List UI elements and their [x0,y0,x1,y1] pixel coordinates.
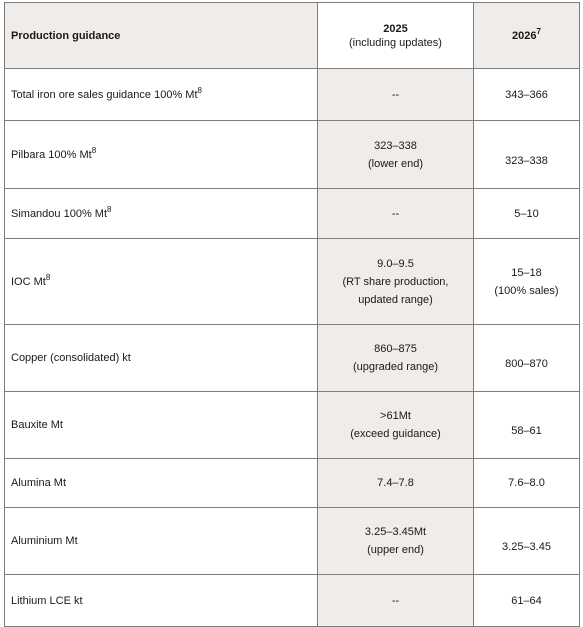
value-2026-line: 343–366 [505,88,548,101]
value-2025-line: 860–875 [374,343,417,355]
value-2026 [474,392,580,459]
row-label [5,69,318,121]
row-label [5,459,318,508]
value-2026-line: 7.6–8.0 [508,477,545,489]
production-guidance-table [4,2,580,627]
value-2026-line: 800–870 [505,358,548,370]
row-label [5,239,318,325]
value-2025-line: (RT share production, [342,275,449,288]
table-row [5,508,580,575]
row-label-text: Pilbara 100% Mt [11,148,92,161]
table-row [5,189,580,239]
value-2026-line: (100% sales) [494,284,559,297]
row-label-text: Simandou 100% Mt [11,207,107,220]
value-2025-line: (upper end) [367,544,424,556]
table-row [5,69,580,121]
row-label-text: IOC Mt [11,275,46,288]
value-2025-line: (upgraded range) [352,361,438,373]
value-2026-line: 5–10 [514,207,539,220]
value-2025 [318,325,474,392]
value-2025-line: (lower end) [367,157,424,170]
row-label [5,325,318,392]
row-label-text: Aluminium Mt [11,535,78,547]
row-label [5,121,318,189]
value-2026-line: 3.25–3.45 [502,541,551,553]
row-label-text: Alumina Mt [11,477,67,489]
value-2025 [318,459,474,508]
value-2026 [474,575,580,627]
value-2025-line: >61Mt [380,410,411,422]
header-2025 [318,3,474,69]
header-2026 [474,3,580,69]
header-2025-sub: (including updates) [349,36,442,49]
row-label-text: Lithium LCE kt [11,594,83,607]
header-2026-footnote: 7 [536,26,541,36]
table-row [5,575,580,627]
value-2026 [474,69,580,121]
value-2025-line: -- [391,88,400,101]
table-row [5,325,580,392]
value-2026 [474,325,580,392]
value-2026-line: 61–64 [511,594,542,607]
value-2025 [318,121,474,189]
header-label: Production guidance [5,3,318,69]
row-label [5,508,318,575]
value-2025-line: (exceed guidance) [350,428,441,440]
value-2025 [318,69,474,121]
table-row [5,239,580,325]
value-2025-line: 323–338 [374,139,417,152]
footnote-ref: 8 [91,145,97,155]
value-2025 [318,508,474,575]
footnote-ref: 8 [45,272,51,282]
table-row [5,392,580,459]
value-2026 [474,189,580,239]
value-2026-line: 323–338 [505,154,548,167]
row-label [5,392,318,459]
header-2026-year: 2026 [512,29,537,42]
value-2025-line: -- [391,594,400,607]
header-2025-year: 2025 [383,22,408,35]
value-2026 [474,121,580,189]
row-label [5,189,318,239]
value-2025 [318,575,474,627]
table-row [5,459,580,508]
value-2026 [474,459,580,508]
value-2025-line: 3.25–3.45Mt [364,526,427,538]
value-2026 [474,508,580,575]
value-2026 [474,239,580,325]
value-2025-line: -- [391,207,400,220]
row-label-text: Total iron ore sales guidance 100% Mt [11,88,198,101]
value-2025-line: updated range) [358,293,433,306]
row-label [5,575,318,627]
value-2026-line: 15–18 [511,266,542,279]
value-2025 [318,239,474,325]
table-row [5,121,580,189]
value-2026-line: 58–61 [511,425,542,437]
value-2025 [318,392,474,459]
row-label-text: Bauxite Mt [11,419,63,431]
footnote-ref: 8 [107,204,112,214]
value-2025-line: 9.0–9.5 [377,257,414,270]
footnote-ref: 8 [197,85,202,95]
value-2025 [318,189,474,239]
row-label-text: Copper (consolidated) kt [11,352,131,364]
value-2025-line: 7.4–7.8 [377,477,414,489]
header-row [5,3,580,69]
